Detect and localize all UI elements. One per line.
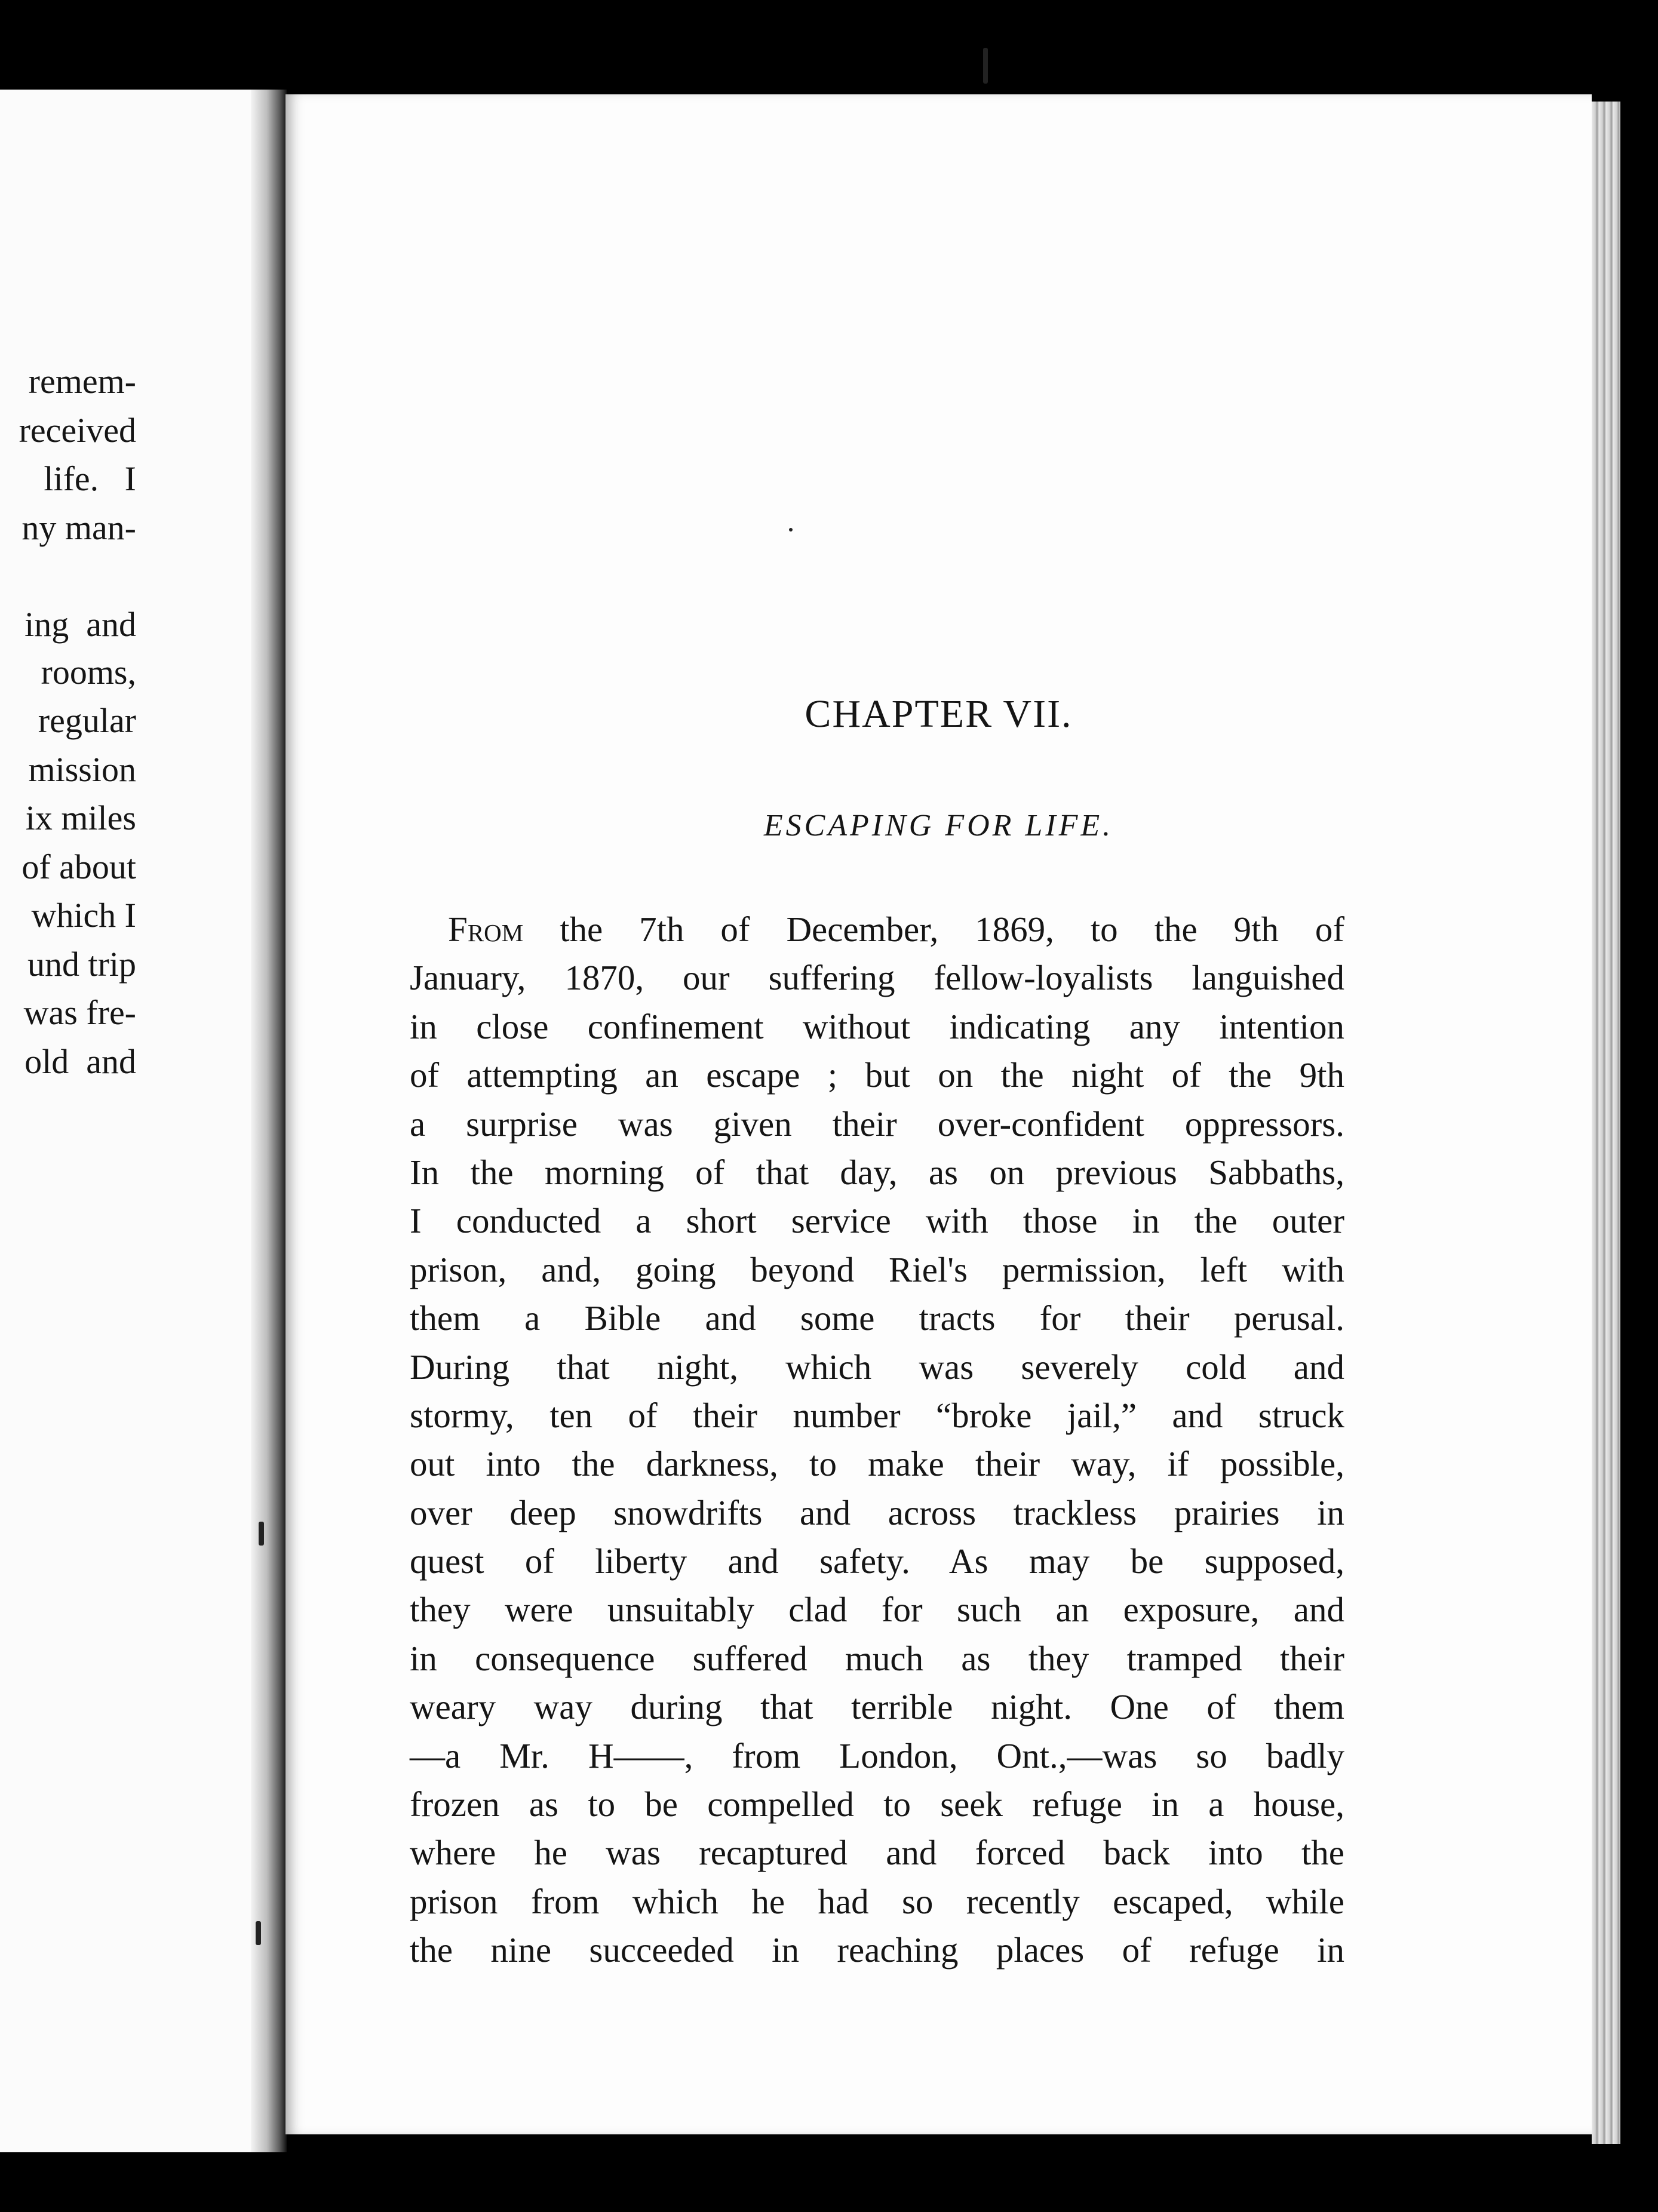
facing-page-line: which I <box>31 896 136 935</box>
body-line: prison from which he had so recently escaped, while <box>410 1881 1344 1921</box>
body-line: —a Mr. H——, from London, Ont.,—was so badly <box>410 1735 1344 1775</box>
facing-page-line: was fre- <box>23 993 136 1032</box>
body-line: of attempting an escape ; but on the night of the 9th <box>410 1055 1344 1095</box>
body-line: they were unsuitably clad for such an exposure, and <box>410 1590 1344 1630</box>
body-line: stormy, ten of their number “broke jail,” and struck <box>410 1395 1344 1435</box>
chapter-subtitle: ESCAPING FOR LIFE. <box>763 809 1114 843</box>
drop-word: From <box>448 910 524 949</box>
facing-page-line: ing and <box>24 605 136 644</box>
body-line <box>410 905 1344 954</box>
book-page <box>285 94 1592 2134</box>
body-line: them a Bible and some tracts for their perusal. <box>410 1298 1344 1338</box>
facing-page-line: of about <box>22 847 136 886</box>
body-line: frozen as to be compelled to seek refuge in a house, <box>410 1784 1344 1824</box>
facing-page-line: rooms, <box>41 653 136 692</box>
body-line: a surprise was given their over-confident oppressors. <box>410 1104 1344 1144</box>
scan-speck <box>259 1522 264 1546</box>
body-line: In the morning of that day, as on previous Sabbaths, <box>410 1152 1344 1192</box>
facing-page-line: mission <box>28 750 136 789</box>
body-line: prison, and, going beyond Riel's permission, left with <box>410 1249 1344 1289</box>
facing-page-line: und trip <box>27 945 136 984</box>
facing-page <box>0 90 268 2152</box>
body-line: I conducted a short service with those in the outer <box>410 1201 1344 1241</box>
facing-page-line: ny man- <box>22 508 136 547</box>
facing-page-line: remem- <box>28 362 136 401</box>
body-line: where he was recaptured and forced back into the <box>410 1833 1344 1873</box>
body-line: During that night, which was severely cold and <box>410 1347 1344 1387</box>
body-line: January, 1870, our suffering fellow-loyalists languished <box>410 958 1344 998</box>
facing-page-line: old and <box>24 1042 136 1081</box>
body-line: in close confinement without indicating any intention <box>410 1006 1344 1046</box>
body-line-text: the 7th of December, 1869, to the 9th of <box>523 910 1344 949</box>
page-edges <box>1592 102 1620 2144</box>
scan-speck <box>983 48 988 84</box>
scan-speck <box>789 528 793 532</box>
scan-speck <box>256 1921 261 1945</box>
facing-page-line: received <box>19 411 136 450</box>
body-line: over deep snowdrifts and across trackless prairies in <box>410 1492 1344 1532</box>
body-line: weary way during that terrible night. One of them <box>410 1687 1344 1727</box>
chapter-heading: CHAPTER VII. <box>805 692 1073 736</box>
facing-page-line: regular <box>38 701 136 740</box>
body-line: out into the darkness, to make their way, if possible, <box>410 1444 1344 1484</box>
body-line: quest of liberty and safety. As may be supposed, <box>410 1541 1344 1581</box>
book-gutter <box>251 90 287 2152</box>
body-line: in consequence suffered much as they tramped their <box>410 1638 1344 1678</box>
body-paragraph <box>410 905 1344 1975</box>
facing-page-line: life. I <box>44 459 136 498</box>
body-line: the nine succeeded in reaching places of refuge in <box>410 1930 1344 1970</box>
facing-page-line: ix miles <box>25 798 136 837</box>
